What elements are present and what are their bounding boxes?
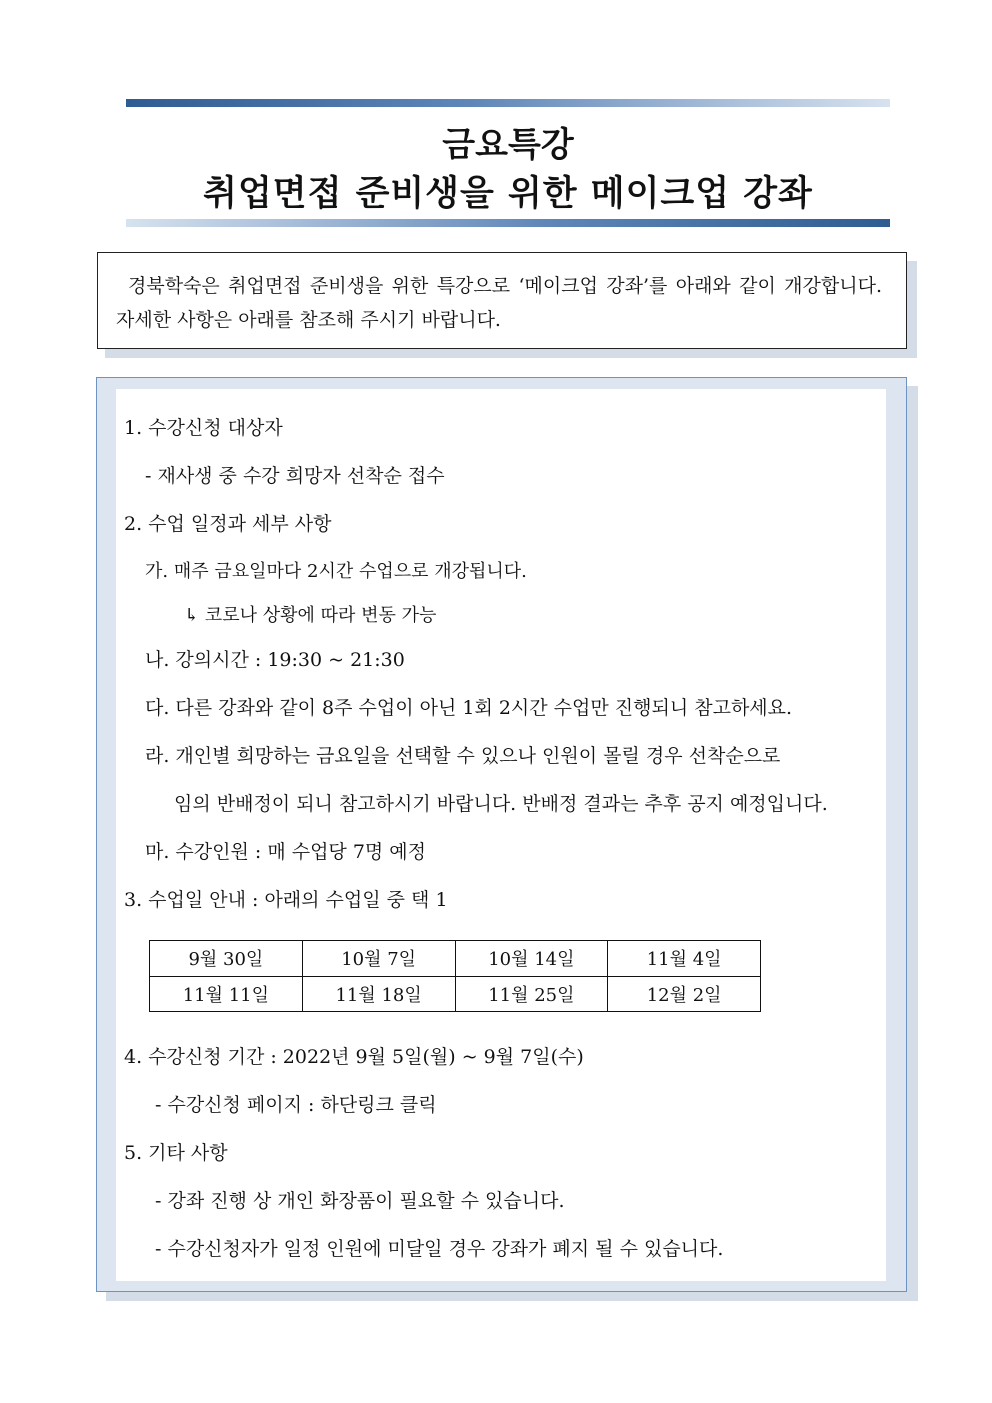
title-bottom-rule (126, 219, 890, 227)
date-cell: 11월 4일 (608, 941, 761, 977)
section-2-heading: 2. 수업 일정과 세부 사항 (124, 513, 332, 535)
section-5-item-2: - 수강신청자가 일정 인원에 미달일 경우 강좌가 폐지 될 수 있습니다. (155, 1238, 724, 1260)
section-1-item: - 재사생 중 수강 희망자 선착순 접수 (145, 465, 445, 487)
section-2-item-ga-note: ↳ 코로나 상황에 따라 변동 가능 (184, 605, 437, 626)
title-top-rule (126, 99, 890, 107)
date-cell: 10월 7일 (302, 941, 455, 977)
section-1-heading: 1. 수강신청 대상자 (124, 417, 283, 439)
section-2-item-da: 다. 다른 강좌와 같이 8주 수업이 아닌 1회 2시간 수업만 진행되니 참고하세요. (145, 697, 793, 719)
date-cell: 9월 30일 (150, 941, 303, 977)
date-cell: 10월 14일 (455, 941, 608, 977)
section-2-item-ra-line2: 임의 반배정이 되니 참고하시기 바랍니다. 반배정 결과는 추후 공지 예정입니다. (174, 793, 828, 815)
date-cell: 11월 25일 (455, 976, 608, 1012)
section-2-item-ma: 마. 수강인원 : 매 수업당 7명 예정 (145, 841, 427, 863)
table-row (150, 976, 761, 1012)
page-title-line1: 금요특강 (442, 125, 574, 165)
section-3-heading: 3. 수업일 안내 : 아래의 수업일 중 택 1 (124, 889, 448, 911)
section-2-item-na: 나. 강의시간 : 19:30 ~ 21:30 (145, 649, 405, 671)
class-dates-table (149, 940, 761, 1012)
section-5-heading: 5. 기타 사항 (124, 1142, 228, 1164)
page-title-line2: 취업면접 준비생을 위한 메이크업 강좌 (203, 174, 813, 214)
intro-text: 경북학숙은 취업면접 준비생을 위한 특강으로 ‘메이크업 강좌’를 아래와 같이 개강합니다. 자세한 사항은 아래를 참조해 주시기 바랍니다. (116, 275, 882, 331)
date-cell: 12월 2일 (608, 976, 761, 1012)
intro-box (97, 252, 907, 349)
section-2-item-ra-line1: 라. 개인별 희망하는 금요일을 선택할 수 있으나 인원이 몰릴 경우 선착순으로 (145, 745, 781, 767)
section-4-item: - 수강신청 페이지 : 하단링크 클릭 (155, 1094, 437, 1116)
section-5-item-1: - 강좌 진행 상 개인 화장품이 필요할 수 있습니다. (155, 1190, 565, 1212)
section-2-item-ga: 가. 매주 금요일마다 2시간 수업으로 개강됩니다. (145, 561, 527, 582)
date-cell: 11월 11일 (150, 976, 303, 1012)
date-cell: 11월 18일 (302, 976, 455, 1012)
table-row (150, 941, 761, 977)
section-4-heading: 4. 수강신청 기간 : 2022년 9월 5일(월) ~ 9월 7일(수) (124, 1046, 584, 1068)
